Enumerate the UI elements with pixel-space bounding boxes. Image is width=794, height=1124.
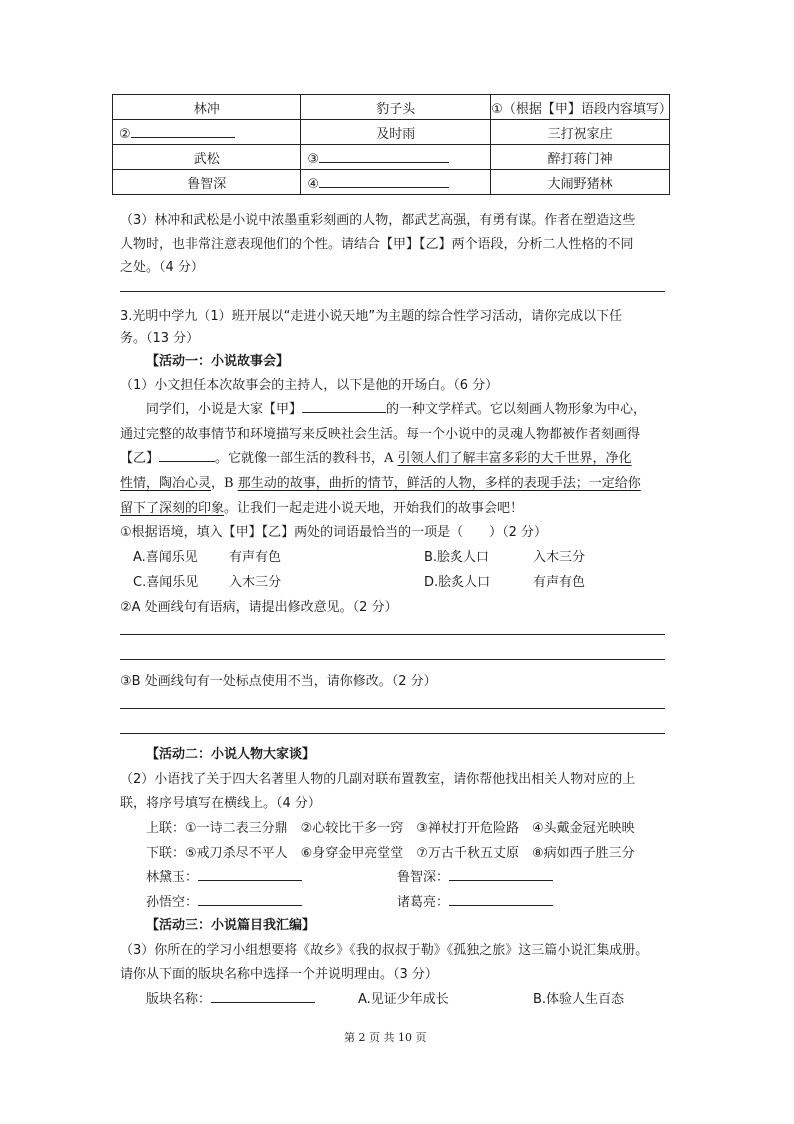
character-label: 诸葛亮： — [397, 895, 450, 910]
activity-title: 【活动二：小说人物大家谈】 — [146, 747, 316, 762]
table-cell: 武松 — [113, 145, 301, 170]
passage-text: 的一种文学样式。它以刻画人物形象为中心， — [386, 402, 647, 417]
answer-blank[interactable] — [198, 891, 302, 906]
answer-row — [146, 866, 302, 885]
passage-line — [146, 398, 646, 417]
answer-blank[interactable] — [302, 398, 386, 413]
underlined-sentence-b: 那生动的故事，曲折的情节，鲜活的人物，多样的表现手法；一定给你 — [237, 476, 641, 491]
option-a-word: 有声有色 — [229, 550, 282, 565]
q3-line: 之处。（4 分） — [120, 260, 204, 275]
option-d[interactable]: D.脍炙人口 — [424, 575, 491, 590]
option-c-word: 入木三分 — [229, 575, 282, 590]
table-cell: 醉打蒋门神 — [491, 145, 670, 170]
table-cell: 及时雨 — [301, 120, 491, 145]
option-b-word: 入木三分 — [533, 550, 586, 565]
blank-number: ④ — [307, 176, 320, 192]
answer-blank[interactable] — [159, 447, 215, 462]
passage-text: 【乙】 — [120, 451, 160, 466]
table-row — [113, 145, 670, 170]
option-c[interactable]: C.喜闻乐见 — [133, 575, 199, 590]
option-a[interactable]: A.喜闻乐见 — [133, 550, 198, 565]
passage-text: 。让我们一起走进小说天地，开始我们的故事会吧！ — [224, 501, 524, 516]
table-cell: ①（根据【甲】语段内容填写） — [491, 95, 670, 120]
passage-text: 同学们，小说是大家【甲】 — [146, 402, 303, 417]
passage-text: ，B — [211, 476, 238, 491]
answer-line[interactable] — [120, 659, 665, 660]
table-cell — [301, 170, 491, 195]
activity-prompt: （1）小文担任本次故事会的主持人，以下是他的开场白。（6 分） — [120, 378, 499, 393]
table-cell: 大闹野猪林 — [491, 170, 670, 195]
answer-line[interactable] — [120, 634, 665, 635]
underlined-sentence-b: 留下了深刻的印象 — [120, 501, 225, 516]
answer-row — [146, 988, 315, 1007]
question-stem: 务。（13 分） — [120, 331, 200, 346]
character-label: 鲁智深： — [397, 870, 450, 885]
table-row — [113, 120, 670, 145]
couplet-lower: 下联：⑤戒刀杀尽不平人 ⑥身穿金甲亮堂堂 ⑦万古千秋五丈原 ⑧病如西子胜三分 — [146, 846, 635, 861]
section-label: 版块名称： — [146, 992, 212, 1007]
section-option-b[interactable]: B.体验人生百态 — [533, 992, 625, 1007]
passage-line — [120, 497, 523, 516]
page-footer: 第 2 页 共 10 页 — [344, 1031, 427, 1044]
passage-text: 。它就像一部生活的教科书，A — [215, 451, 398, 466]
passage-line: 通过完整的故事情节和环境描写来反映社会生活。每一个小说中的灵魂人物都被作者刻画得 — [120, 427, 641, 442]
activity-title: 【活动一：小说故事会】 — [146, 354, 290, 369]
answer-line[interactable] — [120, 733, 665, 734]
activity-prompt: （3）你所在的学习小组想要将《故乡》《我的叔叔于勒》《孤独之旅》这三篇小说汇集成册。 — [120, 943, 649, 958]
blank-number: ② — [119, 126, 131, 142]
option-d-word: 有声有色 — [533, 575, 586, 590]
activity-prompt: （2）小语找了关于四大名著里人物的几副对联布置教室，请你帮他找出相关人物对应的上 — [120, 772, 636, 787]
question-stem: 3.光明中学九（1）班开展以“走进小说天地”为主题的综合性学习活动，请你完成以下任 — [120, 309, 623, 324]
couplet-upper: 上联：①一诗二表三分鼎 ②心较比干多一窍 ③禅杖打开危险路 ④头戴金冠光映映 — [146, 821, 635, 836]
answer-blank[interactable] — [319, 173, 449, 188]
table-cell: 鲁智深 — [113, 170, 301, 195]
table-row — [113, 95, 670, 120]
answer-blank[interactable] — [198, 866, 302, 881]
character-label: 孙悟空： — [146, 895, 199, 910]
table-cell: 林冲 — [113, 95, 301, 120]
q3-line: （3）林冲和武松是小说中浓墨重彩刻画的人物，都武艺高强，有勇有谋。作者在塑造这些 — [120, 213, 636, 228]
answer-blank[interactable] — [211, 988, 315, 1003]
passage-line — [120, 447, 632, 466]
answer-line[interactable] — [120, 708, 665, 709]
underlined-sentence-a: 引领人们了解丰富多彩的大千世界，净化 — [397, 451, 632, 466]
activity-title: 【活动三：小说篇目我汇编】 — [146, 918, 316, 933]
table-cell: 三打祝家庄 — [491, 120, 670, 145]
sub-question: ②A 处画线句有语病，请提出修改意见。（2 分） — [120, 600, 398, 615]
table-cell — [113, 120, 301, 145]
table-row — [113, 170, 670, 195]
section-option-a[interactable]: A.见证少年成长 — [358, 992, 449, 1007]
answer-row — [397, 891, 553, 910]
answer-row — [146, 891, 302, 910]
q3-line: 人物时，也非常注意表现他们的个性。请结合【甲】【乙】两个语段，分析二人性格的不同 — [120, 237, 634, 252]
activity-prompt: 请你从下面的版块名称中选择一个并说明理由。（3 分） — [120, 967, 438, 982]
answer-blank[interactable] — [131, 123, 235, 138]
answer-blank[interactable] — [449, 866, 553, 881]
blank-number: ③ — [307, 151, 320, 167]
underlined-sentence-a: 性情，陶冶心灵 — [120, 476, 212, 491]
character-label: 林黛玉： — [146, 870, 199, 885]
passage-line — [120, 472, 641, 491]
character-table — [112, 94, 670, 195]
activity-prompt: 联，将序号填写在横线上。（4 分） — [120, 796, 321, 811]
answer-row — [397, 866, 553, 885]
sub-question: ①根据语境，填入【甲】【乙】两处的词语最恰当的一项是（ ）（2 分） — [120, 525, 548, 540]
answer-line[interactable] — [120, 291, 665, 292]
option-b[interactable]: B.脍炙人口 — [424, 550, 490, 565]
table-cell: 豹子头 — [301, 95, 491, 120]
sub-question: ③B 处画线句有一处标点使用不当，请你修改。（2 分） — [120, 674, 437, 689]
answer-blank[interactable] — [319, 148, 449, 163]
table-cell — [301, 145, 491, 170]
answer-blank[interactable] — [449, 891, 553, 906]
